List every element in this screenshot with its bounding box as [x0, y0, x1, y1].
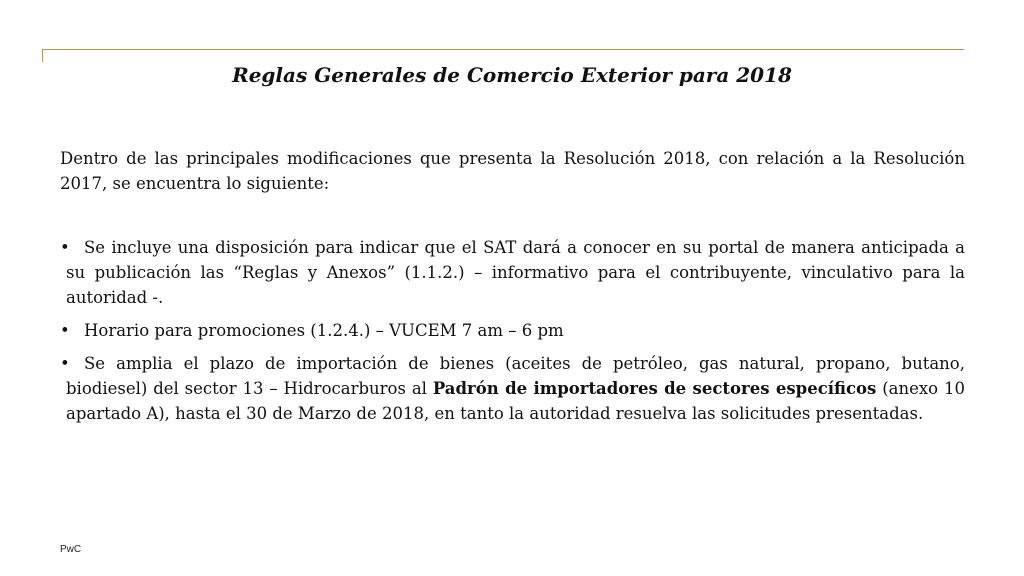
- bullet-marker: •: [60, 238, 70, 257]
- bullet-text-1: Se incluye una disposición para indicar que el SAT dará a conocer en su portal de manera anticipada a su publicación las “Reglas y Anexos” (1.1.2.) – informativo para el contribuyente, vinculativo para la autoridad -.: [66, 238, 965, 307]
- slide-body: [60, 146, 965, 434]
- bullet-text-3-after: (anexo 10 apartado A), hasta el 30 de Marzo de 2018, en tanto la autoridad resuelva las solicitudes presentadas.: [66, 379, 965, 423]
- slide-title: Reglas Generales de Comercio Exterior para 2018: [232, 63, 792, 87]
- bullet-text-3-before: Se amplia el plazo de importación de bienes (aceites de petróleo, gas natural, propano, butano, biodiesel) del sector 13 – Hidrocarburos al: [66, 354, 965, 398]
- bullet-marker: •: [60, 354, 70, 373]
- bullet-marker: •: [60, 321, 70, 340]
- intro-paragraph: Dentro de las principales modificaciones que presenta la Resolución 2018, con relación a la Resolución 2017, se encuentra lo siguiente:: [60, 149, 965, 193]
- footer-brand: PwC: [60, 544, 82, 555]
- bullet-item-3: [60, 351, 965, 426]
- bullet-text-3-bold: Padrón de importadores de sectores específicos: [432, 379, 877, 398]
- bullet-list: [60, 235, 965, 426]
- bullet-item-1: [60, 235, 965, 310]
- bullet-item-2: [60, 318, 965, 343]
- header-divider: [42, 49, 964, 50]
- bullet-text-2: Horario para promociones (1.2.4.) – VUCEM 7 am – 6 pm: [84, 321, 564, 340]
